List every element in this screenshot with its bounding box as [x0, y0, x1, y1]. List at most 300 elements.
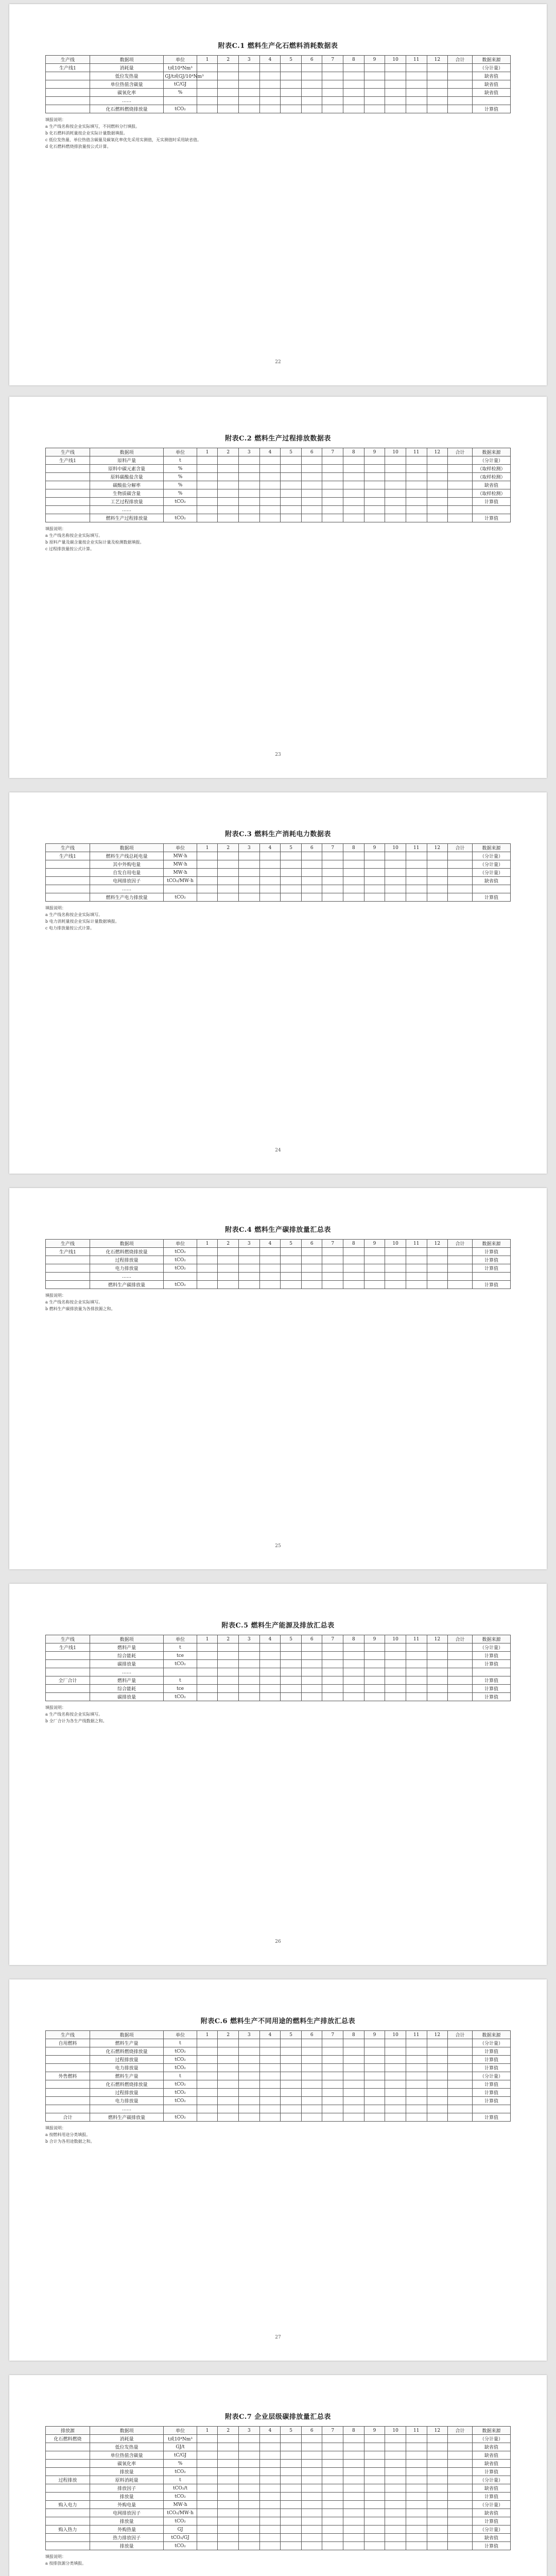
table-row — [46, 1693, 511, 1701]
table-cell: 缺省值 — [472, 2509, 510, 2517]
table-cell — [218, 1264, 239, 1273]
table-cell — [259, 489, 281, 498]
table-cell — [239, 860, 260, 869]
table-cell: 过程排放量 — [90, 2089, 164, 2097]
table-cell — [448, 885, 473, 893]
table-cell — [427, 481, 448, 489]
table-cell: 计算值 — [472, 1652, 510, 1660]
table-cell — [448, 498, 473, 506]
column-header: 9 — [364, 448, 385, 456]
table-cell — [281, 2501, 302, 2509]
table-cell — [385, 1273, 406, 1281]
table-cell: % — [164, 481, 197, 489]
table-cell — [259, 2493, 281, 2501]
table-cell — [301, 506, 322, 514]
table-cell — [301, 2443, 322, 2451]
table-cell — [281, 2097, 302, 2105]
column-header: 2 — [218, 448, 239, 456]
table-notes — [45, 905, 511, 931]
table-cell — [427, 1693, 448, 1701]
column-header: 单位 — [164, 448, 197, 456]
table-cell — [197, 2484, 218, 2493]
table-cell — [197, 1256, 218, 1264]
table-cell — [197, 1676, 218, 1685]
table-cell: 购入热力 — [46, 2526, 90, 2534]
table-cell: 生产线1 — [46, 456, 90, 465]
table-cell: 计算值 — [472, 2089, 510, 2097]
table-cell — [239, 1652, 260, 1660]
table-cell — [385, 2080, 406, 2089]
table-cell — [239, 2080, 260, 2089]
table-cell: 缺省值 — [472, 2451, 510, 2460]
page-number: 24 — [275, 1148, 281, 1153]
column-header: 4 — [259, 1240, 281, 1248]
table-cell: 化石燃料燃烧排放量 — [90, 105, 164, 113]
table-cell: 排放量 — [90, 2493, 164, 2501]
note-line: 填报说明： — [45, 1705, 66, 1710]
table-cell — [343, 852, 364, 860]
table-cell — [259, 1693, 281, 1701]
table-cell — [343, 877, 364, 885]
table-cell: 缺省值 — [472, 877, 510, 885]
table-cell: （分计量） — [472, 2072, 510, 2080]
table-cell — [406, 80, 427, 89]
table-cell — [343, 2443, 364, 2451]
table-cell — [427, 885, 448, 893]
column-header: 7 — [322, 2031, 343, 2039]
table-cell — [427, 1643, 448, 1652]
table-row — [46, 2509, 511, 2517]
table-cell — [385, 2451, 406, 2460]
table-cell — [197, 456, 218, 465]
column-header: 生产线 — [46, 448, 90, 456]
table-row — [46, 1256, 511, 1264]
table-cell — [259, 1256, 281, 1264]
table-cell — [385, 869, 406, 877]
table-cell — [406, 2509, 427, 2517]
table-cell — [46, 1693, 90, 1701]
table-cell — [197, 885, 218, 893]
table-cell — [322, 852, 343, 860]
table-cell — [343, 506, 364, 514]
note-line: b 化石燃料消耗量按企业实际计量数据填报。 — [45, 131, 128, 135]
table-cell: 生产线1 — [46, 1248, 90, 1256]
column-header: 8 — [343, 844, 364, 852]
column-header: 1 — [197, 1240, 218, 1248]
table-cell — [385, 2460, 406, 2468]
table-cell — [385, 1652, 406, 1660]
table-cell — [46, 2509, 90, 2517]
table-cell — [197, 2047, 218, 2056]
table-cell — [472, 1668, 510, 1676]
table-cell — [406, 506, 427, 514]
note-line: 填报说明： — [45, 527, 66, 531]
table-cell — [322, 2089, 343, 2097]
table-cell — [385, 1264, 406, 1273]
table-cell: tCO₂ — [164, 2056, 197, 2064]
table-cell: tCO₂/t — [164, 2484, 197, 2493]
table-cell: 计算值 — [472, 1685, 510, 1693]
table-cell — [322, 2080, 343, 2089]
note-line: 填报说明： — [45, 117, 66, 122]
table-row — [46, 1248, 511, 1256]
column-header: 数据项 — [90, 844, 164, 852]
table-cell — [322, 2072, 343, 2080]
data-table — [45, 2030, 511, 2122]
table-cell — [322, 2097, 343, 2105]
table-cell — [343, 2080, 364, 2089]
table-cell: tCO₂ — [164, 2089, 197, 2097]
table-cell — [364, 860, 385, 869]
table-cell — [197, 1264, 218, 1273]
table-cell — [406, 72, 427, 80]
table-cell — [197, 2097, 218, 2105]
table-title: 附表C.1 燃料生产化石燃料消耗数据表 — [218, 42, 338, 50]
table-cell — [301, 2097, 322, 2105]
column-header: 3 — [239, 2031, 260, 2039]
table-cell — [259, 877, 281, 885]
column-header: 12 — [427, 844, 448, 852]
table-header-row — [46, 2427, 511, 2435]
table-cell — [427, 1676, 448, 1685]
column-header: 7 — [322, 1635, 343, 1643]
table-cell — [197, 2443, 218, 2451]
table-cell — [364, 1660, 385, 1668]
table-cell — [448, 2526, 473, 2534]
column-header: 数据项 — [90, 1635, 164, 1643]
table-cell: 计算值 — [472, 2517, 510, 2526]
table-row — [46, 2526, 511, 2534]
table-cell: 燃料产量 — [90, 1643, 164, 1652]
table-cell — [259, 473, 281, 481]
table-cell — [259, 1264, 281, 1273]
table-cell — [281, 1693, 302, 1701]
column-header: 10 — [385, 1240, 406, 1248]
table-cell — [343, 2105, 364, 2113]
table-cell — [259, 852, 281, 860]
table-cell — [322, 1264, 343, 1273]
table-cell — [343, 2072, 364, 2080]
table-cell — [218, 2080, 239, 2089]
table-cell — [448, 2501, 473, 2509]
table-cell — [406, 860, 427, 869]
table-cell — [322, 2460, 343, 2468]
note-line: 填报说明： — [45, 2554, 66, 2559]
table-cell — [343, 1256, 364, 1264]
table-cell — [406, 2460, 427, 2468]
column-header: 8 — [343, 1240, 364, 1248]
table-cell — [46, 1281, 90, 1289]
table-cell — [218, 1693, 239, 1701]
table-cell — [301, 97, 322, 105]
table-cell — [385, 465, 406, 473]
table-cell — [239, 1685, 260, 1693]
table-cell — [364, 498, 385, 506]
table-cell — [364, 2468, 385, 2476]
table-cell — [281, 1281, 302, 1289]
table-cell — [218, 2039, 239, 2047]
column-header: 10 — [385, 2031, 406, 2039]
table-cell — [218, 885, 239, 893]
table-cell — [385, 1693, 406, 1701]
table-cell — [322, 2064, 343, 2072]
table-cell — [218, 869, 239, 877]
table-cell — [218, 2493, 239, 2501]
table-cell — [239, 89, 260, 97]
table-cell — [218, 89, 239, 97]
table-cell — [218, 2526, 239, 2534]
table-cell — [364, 465, 385, 473]
table-cell — [406, 1676, 427, 1685]
table-cell — [364, 2435, 385, 2443]
table-cell — [46, 869, 90, 877]
table-cell: 燃料生产线总耗电量 — [90, 852, 164, 860]
table-cell — [239, 2089, 260, 2097]
table-row — [46, 2047, 511, 2056]
table-cell — [472, 885, 510, 893]
table-cell — [218, 2501, 239, 2509]
table-cell — [322, 2113, 343, 2122]
table-cell — [427, 1281, 448, 1289]
table-cell — [343, 2509, 364, 2517]
table-notes — [45, 116, 511, 150]
table-cell — [197, 860, 218, 869]
table-cell — [343, 481, 364, 489]
table-cell: 消耗量 — [90, 64, 164, 72]
table-cell: 生产线1 — [46, 1643, 90, 1652]
table-cell — [197, 1685, 218, 1693]
table-cell: …… — [90, 885, 164, 893]
table-cell — [406, 2039, 427, 2047]
table-cell: MW·h — [164, 2501, 197, 2509]
table-cell — [427, 89, 448, 97]
table-cell — [239, 2064, 260, 2072]
table-cell — [364, 1643, 385, 1652]
table-cell — [364, 1256, 385, 1264]
note-line: c 过程排放量按公式计算。 — [45, 547, 95, 551]
table-cell — [281, 1248, 302, 1256]
table-cell — [427, 2072, 448, 2080]
table-cell — [322, 885, 343, 893]
table-cell: tCO₂ — [164, 2064, 197, 2072]
table-cell — [197, 2517, 218, 2526]
table-cell — [281, 1660, 302, 1668]
column-header: 5 — [281, 1240, 302, 1248]
table-cell — [385, 2047, 406, 2056]
table-cell — [281, 64, 302, 72]
table-notes — [45, 1292, 511, 1312]
table-cell: 燃料生产量 — [90, 2039, 164, 2047]
table-row — [46, 885, 511, 893]
table-cell — [364, 2097, 385, 2105]
table-cell — [281, 885, 302, 893]
table-cell — [197, 869, 218, 877]
table-cell: 排放量 — [90, 2517, 164, 2526]
table-cell — [197, 1652, 218, 1660]
table-cell — [427, 456, 448, 465]
table-cell — [301, 2534, 322, 2542]
table-cell — [364, 481, 385, 489]
table-cell — [301, 2451, 322, 2460]
column-header: 9 — [364, 1635, 385, 1643]
table-cell — [259, 2089, 281, 2097]
table-cell — [197, 89, 218, 97]
table-cell — [427, 1248, 448, 1256]
table-cell — [343, 72, 364, 80]
table-cell — [448, 473, 473, 481]
table-cell — [364, 2542, 385, 2550]
column-header: 数据项 — [90, 1240, 164, 1248]
column-header: 1 — [197, 1635, 218, 1643]
table-row — [46, 860, 511, 869]
column-header: 6 — [301, 1240, 322, 1248]
table-cell — [406, 498, 427, 506]
table-cell — [239, 506, 260, 514]
table-cell: 自用燃料 — [46, 2039, 90, 2047]
table-cell — [259, 2509, 281, 2517]
table-cell — [197, 2542, 218, 2550]
table-cell — [406, 2534, 427, 2542]
table-cell — [364, 473, 385, 481]
table-cell — [343, 1660, 364, 1668]
column-header: 6 — [301, 56, 322, 64]
table-cell: 过程排放量 — [90, 1256, 164, 1264]
table-cell — [218, 2476, 239, 2484]
table-cell — [343, 2064, 364, 2072]
table-cell — [448, 105, 473, 113]
table-cell: tCO₂ — [164, 2047, 197, 2056]
data-table — [45, 55, 511, 113]
table-cell — [259, 2064, 281, 2072]
table-cell — [322, 2476, 343, 2484]
table-cell — [385, 2056, 406, 2064]
column-header: 10 — [385, 844, 406, 852]
column-header: 11 — [406, 844, 427, 852]
table-cell — [427, 2113, 448, 2122]
table-cell — [281, 869, 302, 877]
table-row — [46, 89, 511, 97]
table-cell — [239, 2468, 260, 2476]
column-header: 合计 — [448, 2427, 473, 2435]
table-cell — [259, 1643, 281, 1652]
table-cell — [322, 72, 343, 80]
table-cell — [385, 860, 406, 869]
table-cell — [448, 2072, 473, 2080]
table-cell — [448, 1660, 473, 1668]
table-cell — [164, 1273, 197, 1281]
table-cell: …… — [90, 2105, 164, 2113]
column-header: 6 — [301, 2031, 322, 2039]
table-cell: …… — [90, 97, 164, 105]
table-cell — [385, 89, 406, 97]
table-cell — [343, 2435, 364, 2443]
table-row — [46, 1668, 511, 1676]
table-cell — [259, 2056, 281, 2064]
table-cell — [385, 514, 406, 522]
table-cell — [343, 2526, 364, 2534]
column-header: 5 — [281, 1635, 302, 1643]
page-7 — [9, 2375, 547, 2576]
table-cell — [448, 514, 473, 522]
table-cell — [301, 1248, 322, 1256]
table-cell — [448, 2435, 473, 2443]
table-cell — [427, 1264, 448, 1273]
table-cell — [427, 2097, 448, 2105]
table-cell: tCO₂ — [164, 498, 197, 506]
table-row — [46, 2039, 511, 2047]
table-cell — [281, 852, 302, 860]
table-cell: MW·h — [164, 852, 197, 860]
table-cell — [322, 2493, 343, 2501]
table-cell: GJ/t — [164, 2443, 197, 2451]
table-cell — [197, 1273, 218, 1281]
table-cell — [281, 877, 302, 885]
table-cell — [406, 2435, 427, 2443]
table-row — [46, 456, 511, 465]
column-header: 9 — [364, 844, 385, 852]
table-cell — [448, 2534, 473, 2542]
note-line: 填报说明： — [45, 2126, 66, 2130]
table-cell: 单位热值含碳量 — [90, 2451, 164, 2460]
table-cell — [281, 1264, 302, 1273]
table-cell — [46, 2064, 90, 2072]
table-cell: MW·h — [164, 860, 197, 869]
table-cell — [46, 1273, 90, 1281]
table-cell — [385, 72, 406, 80]
table-cell — [406, 877, 427, 885]
table-cell — [197, 2435, 218, 2443]
table-cell — [301, 2509, 322, 2517]
table-cell — [427, 2039, 448, 2047]
table-cell — [301, 2526, 322, 2534]
column-header: 8 — [343, 56, 364, 64]
table-cell — [281, 2476, 302, 2484]
table-cell — [239, 1248, 260, 1256]
table-cell — [301, 869, 322, 877]
table-cell — [385, 1643, 406, 1652]
table-cell — [218, 481, 239, 489]
table-cell — [406, 2501, 427, 2509]
table-cell — [197, 80, 218, 89]
table-cell — [472, 506, 510, 514]
table-cell — [448, 456, 473, 465]
table-cell — [281, 2072, 302, 2080]
table-cell — [197, 2509, 218, 2517]
column-header: 12 — [427, 1240, 448, 1248]
table-row — [46, 2468, 511, 2476]
table-cell: % — [164, 489, 197, 498]
table-cell — [364, 2105, 385, 2113]
column-header: 3 — [239, 2427, 260, 2435]
table-cell — [46, 1652, 90, 1660]
table-cell — [343, 2476, 364, 2484]
table-cell — [364, 2089, 385, 2097]
table-cell — [301, 2468, 322, 2476]
table-cell — [197, 506, 218, 514]
note-line: a 生产线名称按企业实际填写，不同燃料分行填报。 — [45, 124, 140, 129]
table-cell: （分计量） — [472, 64, 510, 72]
table-cell — [427, 80, 448, 89]
table-cell — [364, 1652, 385, 1660]
table-title: 附表C.6 燃料生产不同用途的燃料生产排放汇总表 — [200, 2018, 356, 2025]
table-cell — [322, 2517, 343, 2526]
table-cell — [385, 2493, 406, 2501]
table-cell — [218, 2056, 239, 2064]
table-cell — [164, 506, 197, 514]
table-cell — [364, 1668, 385, 1676]
table-cell — [259, 2460, 281, 2468]
page-3 — [9, 792, 547, 1174]
